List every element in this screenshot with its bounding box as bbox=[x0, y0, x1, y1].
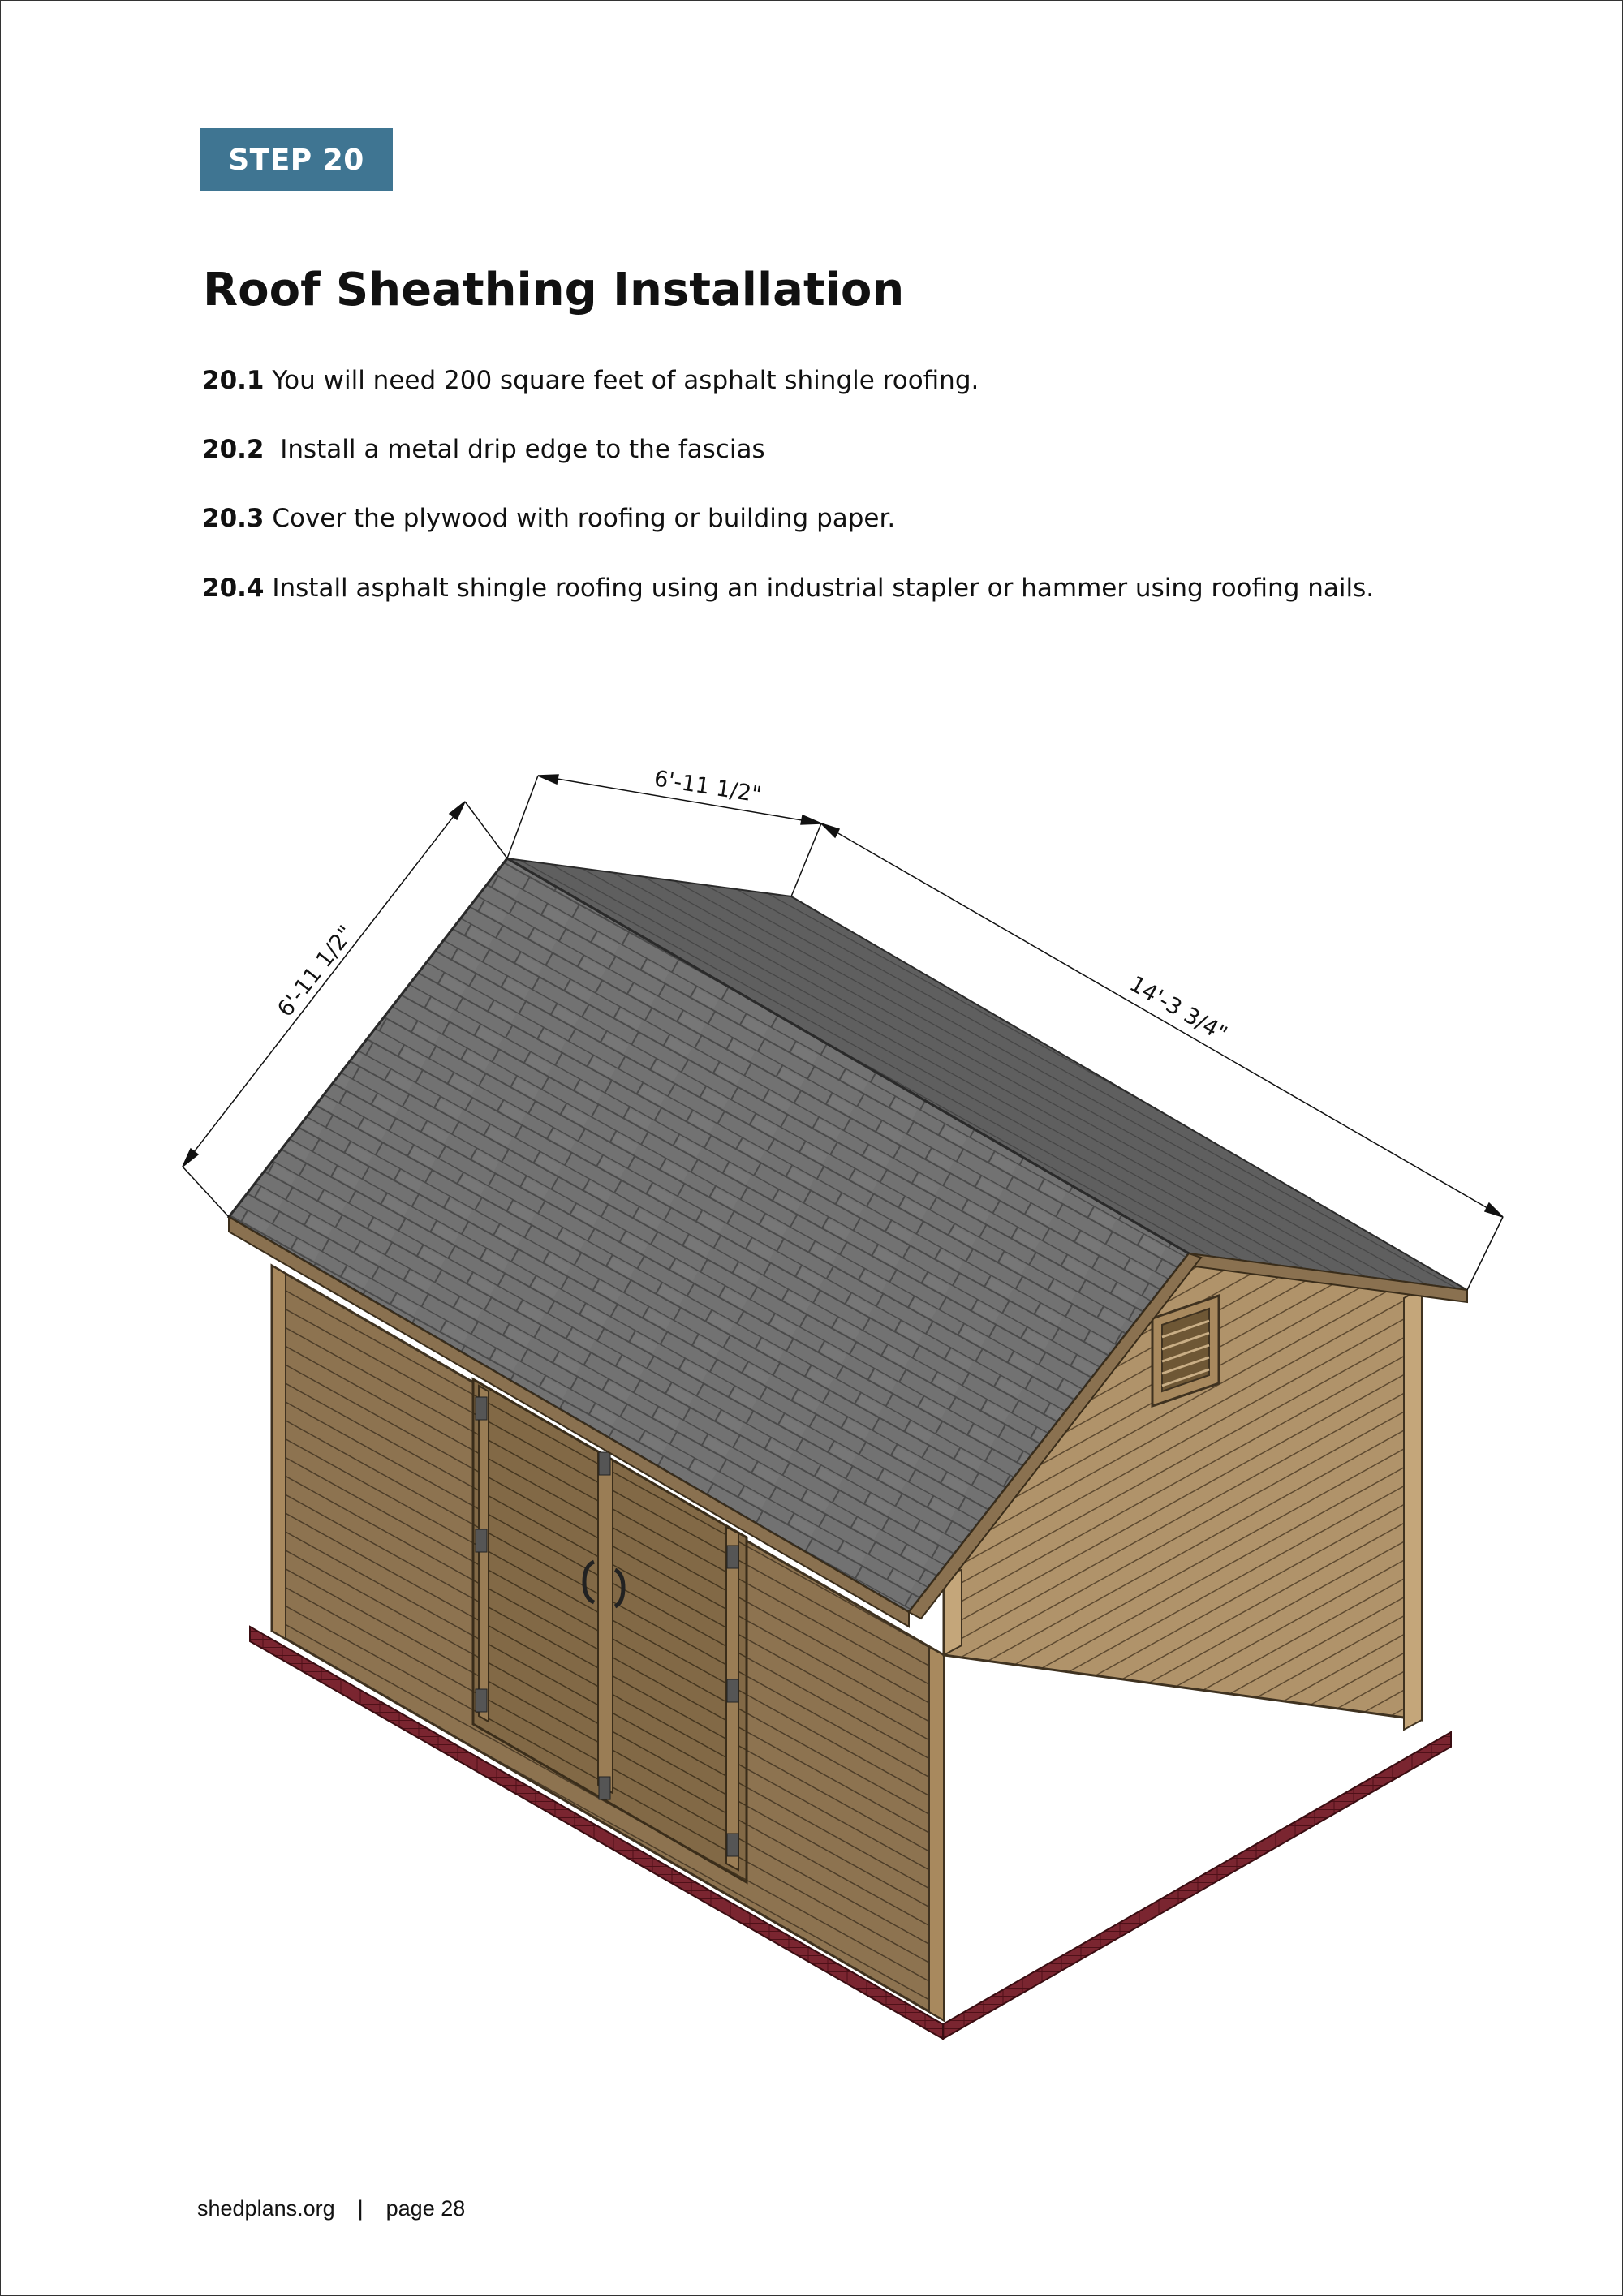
instruction-number: 20.1 bbox=[202, 366, 265, 395]
instruction-text: You will need 200 square feet of asphalt shingle roofing. bbox=[264, 366, 979, 395]
footer-separator: | bbox=[357, 2196, 364, 2221]
footer bbox=[197, 2196, 465, 2221]
footer-page-number: page 28 bbox=[385, 2196, 466, 2221]
instruction-text: Cover the plywood with roofing or building paper. bbox=[264, 504, 896, 533]
footer-site: shedplans.org bbox=[197, 2196, 335, 2221]
dimension-slope-label: 6'-11 1/2" bbox=[273, 921, 359, 1022]
dimension-ridge-label: 6'-11 1/2" bbox=[652, 766, 764, 808]
instruction-text: Install a metal drip edge to the fascias bbox=[264, 435, 765, 464]
page-title: Roof Sheathing Installation bbox=[203, 264, 905, 316]
dimension-length-label: 14'-3 3/4" bbox=[1125, 971, 1232, 1047]
step-badge: STEP 20 bbox=[200, 128, 393, 191]
instruction-number: 20.3 bbox=[202, 504, 265, 533]
instruction-number: 20.4 bbox=[202, 574, 265, 603]
instruction-number: 20.2 bbox=[202, 435, 265, 464]
instruction-text: Install asphalt shingle roofing using an industrial stapler or hammer using roofing nails. bbox=[264, 574, 1375, 603]
